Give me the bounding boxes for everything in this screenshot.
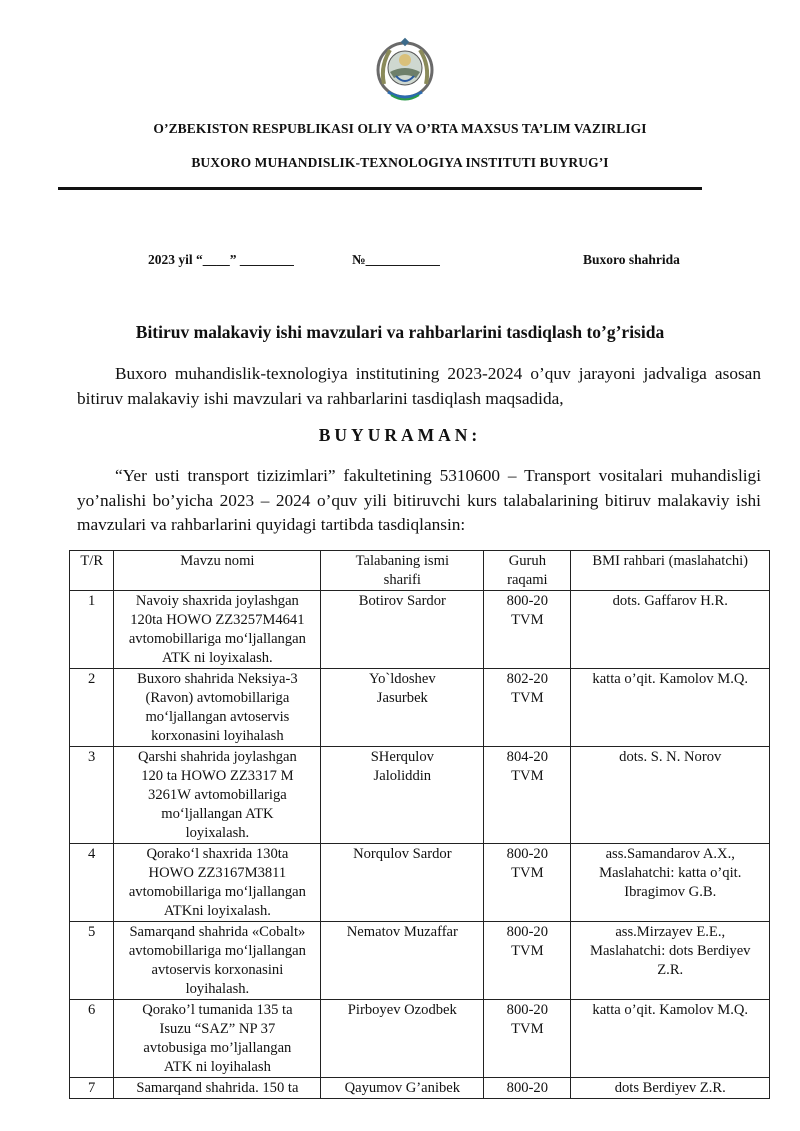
intro-paragraph: Buxoro muhandislik-texnologiya institutining 2023-2024 o’quv jarayoni jadvaliga asosan bitiruv malakaviy ishi mavzulari va rahbarlarini tasdiqlash maqsadida, — [77, 364, 761, 408]
row-number: 6 — [70, 1000, 114, 1078]
topic-cell: Buxoro shahrida Neksiya-3 (Ravon) avtomobillariga mo‘ljallangan avtoservis korxonasini loyihalash — [114, 669, 321, 747]
group-cell: 800-20 — [484, 1078, 571, 1099]
student-cell: Norqulov Sardor — [321, 844, 484, 922]
topic-cell: Qarshi shahrida joylashgan 120 ta HOWO ZZ3317 M 3261W avtomobillariga mo‘ljallangan ATK loyixalash. — [114, 747, 321, 844]
student-cell: Yo`ldoshev Jasurbek — [321, 669, 484, 747]
student-cell: Pirboyev Ozodbek — [321, 1000, 484, 1078]
supervisor-cell: dots Berdiyev Z.R. — [571, 1078, 770, 1099]
body-paragraph: “Yer usti transport tizizimlari” fakultetining 5310600 – Transport vositalari muhandisligi yo’nalishi bo’yicha 2023 – 2024 o’quv yili bitiruvchi kurs talabalarining bitiruv malakaviy ishi mavzulari va rahbarlarini quyidagi tartibda tasdiqlansin: — [77, 466, 761, 534]
student-cell: SHerqulov Jaloliddin — [321, 747, 484, 844]
supervisor-cell: ass.Samandarov A.X., Maslahatchi: katta o’qit. Ibragimov G.B. — [571, 844, 770, 922]
table-row — [70, 747, 770, 844]
topic-cell: Samarqand shahrida «Cobalt» avtomobillariga mo‘ljallangan avtoservis korxonasini loyihalash. — [114, 922, 321, 1000]
state-emblem-icon — [376, 36, 434, 106]
row-number: 4 — [70, 844, 114, 922]
order-date: 2023 yil “____” ________ — [148, 252, 294, 267]
student-cell: Qayumov G’anibek — [321, 1078, 484, 1099]
order-heading: BUYURAMAN: — [318, 425, 482, 445]
student-cell: Botirov Sardor — [321, 591, 484, 669]
table-header-row — [70, 551, 770, 591]
topic-cell: Navoiy shaxrida joylashgan 120ta HOWO ZZ3257M4641 avtomobillariga mo‘ljallangan ATK ni loyixalash. — [114, 591, 321, 669]
group-cell: 800-20 TVM — [484, 844, 571, 922]
topic-cell: Qorako’l tumanida 135 ta Isuzu “SAZ” NP 37 avtobusiga mo’ljallangan ATK ni loyihalash — [114, 1000, 321, 1078]
supervisor-cell: ass.Mirzayev E.E., Maslahatchi: dots Berdiyev Z.R. — [571, 922, 770, 1000]
topic-cell: Qorako‘l shaxrida 130ta HOWO ZZ3167M3811 avtomobillariga mo‘ljallangan ATKni loyixalash. — [114, 844, 321, 922]
group-cell: 800-20 TVM — [484, 591, 571, 669]
column-header-supervisor: BMI rahbari (maslahatchi) — [571, 551, 770, 591]
column-header-student: Talabaning ismi sharifi — [321, 551, 484, 591]
topic-cell: Samarqand shahrida. 150 ta — [114, 1078, 321, 1099]
document-title: Bitiruv malakaviy ishi mavzulari va rahbarlarini tasdiqlash to’g’risida — [135, 322, 665, 342]
student-cell: Nematov Muzaffar — [321, 922, 484, 1000]
table-row — [70, 1078, 770, 1099]
order-city: Buxoro shahrida — [583, 252, 680, 267]
row-number: 5 — [70, 922, 114, 1000]
supervisor-cell: katta o’qit. Kamolov M.Q. — [571, 1000, 770, 1078]
supervisor-cell: dots. Gaffarov H.R. — [571, 591, 770, 669]
table-row — [70, 669, 770, 747]
group-cell: 800-20 TVM — [484, 1000, 571, 1078]
table-row — [70, 1000, 770, 1078]
row-number: 7 — [70, 1078, 114, 1099]
row-number: 3 — [70, 747, 114, 844]
column-header-number: T/R — [70, 551, 114, 591]
header-divider — [58, 187, 702, 190]
order-number: №___________ — [352, 252, 440, 267]
thesis-topics-table — [69, 550, 770, 1099]
table-row — [70, 844, 770, 922]
group-cell: 804-20 TVM — [484, 747, 571, 844]
table-row — [70, 591, 770, 669]
institute-order-heading: BUXORO MUHANDISLIK-TEXNOLOGIYA INSTITUTI BUYRUG’I — [191, 155, 609, 170]
ministry-heading: O’ZBEKISTON RESPUBLIKASI OLIY VA O’RTA MAXSUS TA’LIM VAZIRLIGI — [153, 121, 647, 136]
row-number: 1 — [70, 591, 114, 669]
column-header-topic: Mavzu nomi — [114, 551, 321, 591]
table-row — [70, 922, 770, 1000]
supervisor-cell: dots. S. N. Norov — [571, 747, 770, 844]
column-header-group: Guruh raqami — [484, 551, 571, 591]
group-cell: 802-20 TVM — [484, 669, 571, 747]
group-cell: 800-20 TVM — [484, 922, 571, 1000]
supervisor-cell: katta o’qit. Kamolov M.Q. — [571, 669, 770, 747]
row-number: 2 — [70, 669, 114, 747]
